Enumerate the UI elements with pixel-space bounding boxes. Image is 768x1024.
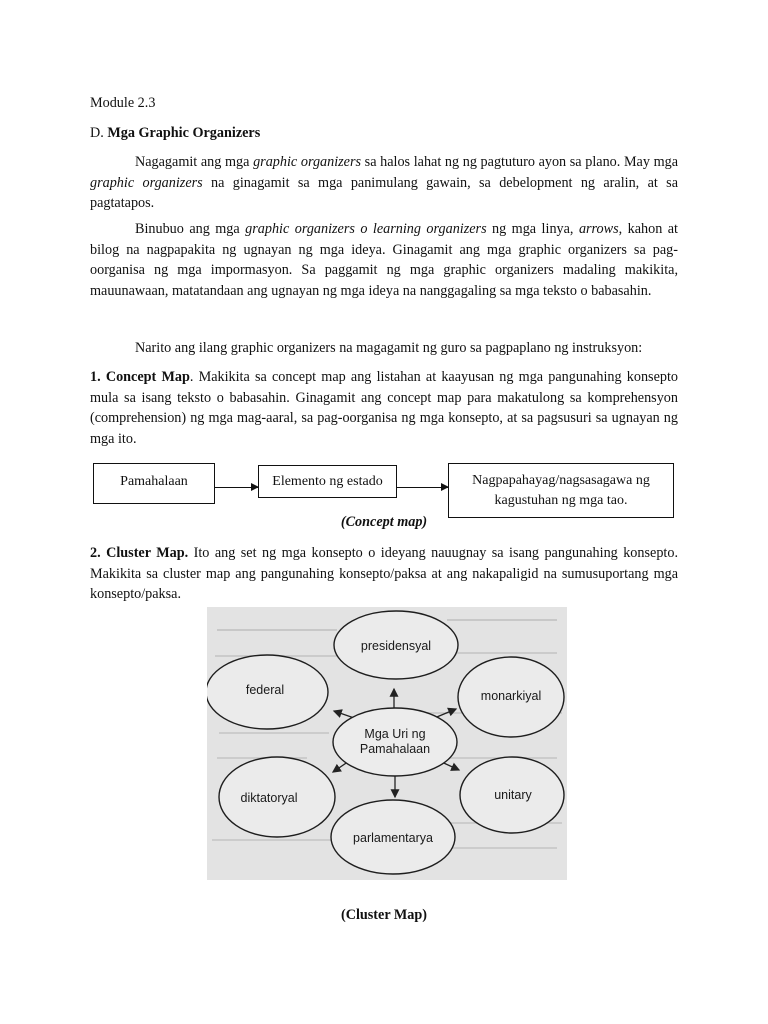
paragraph-intro xyxy=(90,152,678,214)
section-heading xyxy=(90,123,678,144)
center-label-line-1: Mga Uri ng xyxy=(364,727,426,741)
section-letter: D. xyxy=(90,125,104,141)
concept-map-caption: (Concept map) xyxy=(340,514,428,530)
concept-arrow-2 xyxy=(397,487,448,488)
cluster-map-description xyxy=(90,543,678,605)
p2-text-b: ng mga linya, xyxy=(486,221,579,237)
paragraph-list-intro: Narito ang ilang graphic organizers na magagamit ng guro sa pagpaplano ng instruksyon: xyxy=(135,340,643,356)
concept-box-pamahalaan: Pamahalaan xyxy=(93,463,215,504)
p2-term-a: graphic organizers o learning organizers xyxy=(245,221,487,237)
cluster-map-diagram xyxy=(207,607,567,880)
p1-text-c: na ginagamit sa mga panimulang gawain, sa debelopment ng aralin, at sa pagtatapos. xyxy=(90,174,678,211)
cluster-map-image xyxy=(207,607,567,880)
cluster-map-caption: (Cluster Map) xyxy=(340,907,428,923)
paragraph-definition xyxy=(90,219,678,301)
p1-text-a: Nagagamit ang mga xyxy=(135,154,254,170)
label-presidensyal: presidensyal xyxy=(360,639,432,653)
p2-text-c: , kahon at bilog na nagpapakita ng ugnayan ng mga ideya. Ginagamit ang mga graphic organizers sa pag-oorganisa ng mga impormasyon. Sa paggamit ng mga graphic organizers madaling makikita, mauunawaan, matatandaan ang ugnayan ng mga ideya na nanggagaling sa mga teksto o babasahin. xyxy=(90,221,678,299)
concept-map-heading: 1. Concept Map xyxy=(90,369,190,385)
label-federal: federal xyxy=(245,683,285,697)
label-monarkiyal: monarkiyal xyxy=(480,689,542,703)
cluster-map-heading: 2. Cluster Map. xyxy=(90,545,189,561)
label-unitary: unitary xyxy=(494,788,532,802)
label-parlamentarya: parlamentarya xyxy=(353,831,433,845)
concept-box-elemento: Elemento ng estado xyxy=(258,465,397,498)
cluster-map-text: Ito ang set ng mga konsepto o ideyang nauugnay sa isang pangunahing konsepto. Makikita sa cluster map ang pangunahing konsepto/paksa at ang nakapaligid na sumusuportang mga konsepto/paksa. xyxy=(90,545,678,602)
concept-box-nagpapahayag: Nagpapahayag/nagsasagawa ng kagustuhan ng mga tao. xyxy=(448,463,674,518)
p2-term-b: arrows xyxy=(578,221,619,237)
section-title: Mga Graphic Organizers xyxy=(107,125,261,141)
concept-arrow-1 xyxy=(215,487,258,488)
concept-map-description xyxy=(90,367,678,449)
p2-text-a: Binubuo ang mga xyxy=(135,221,246,237)
module-label: Module 2.3 xyxy=(90,95,156,111)
concept-map-text: . Makikita sa concept map ang listahan at kaayusan ng mga pangunahing konsepto mula sa isang teksto o babasahin. Ginagamit ang concept map para makatulong sa komprehensyon (comprehension) ng mga mag-aaral, sa pag-oorganisa ng mga konsepto, at sa pagsusuri sa ugnayan ng mga ito. xyxy=(90,369,678,447)
center-label-line-2: Pamahalaan xyxy=(359,742,431,756)
label-diktatoryal: diktatoryal xyxy=(240,791,298,805)
p1-term-a: graphic organizers xyxy=(253,154,362,170)
p1-text-b: sa halos lahat ng ng pagtuturo ayon sa plano. May mga xyxy=(361,154,679,170)
p1-term-b: graphic organizers xyxy=(90,174,203,191)
